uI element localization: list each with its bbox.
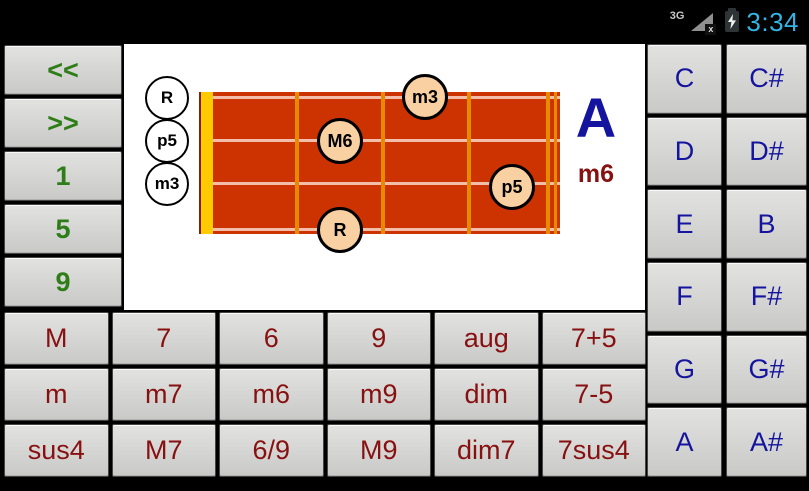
fretboard-panel <box>124 44 645 310</box>
open-string-marker-2: p5 <box>145 119 189 163</box>
type-button-7sus4[interactable]: 7sus4 <box>542 424 647 477</box>
root-button-g-sharp[interactable]: G# <box>726 335 807 405</box>
root-button-a-sharp[interactable]: A# <box>726 407 807 477</box>
root-button-f-sharp[interactable]: F# <box>726 262 807 332</box>
type-button-7plus5[interactable]: 7+5 <box>542 312 647 365</box>
type-button-7minus5[interactable]: 7-5 <box>542 368 647 421</box>
open-string-marker-3: m3 <box>145 162 189 206</box>
note-marker-p5: p5 <box>489 164 535 210</box>
root-button-g[interactable]: G <box>647 335 722 405</box>
root-button-e[interactable]: E <box>647 189 722 259</box>
status-clock: 3:34 <box>746 6 799 37</box>
type-button-maj9[interactable]: M9 <box>327 424 432 477</box>
type-button-6-9[interactable]: 6/9 <box>219 424 324 477</box>
current-chord-label <box>541 86 651 189</box>
root-button-c-sharp[interactable]: C# <box>726 44 807 114</box>
fret-wire-3 <box>467 92 471 234</box>
type-button-dim[interactable]: dim <box>434 368 539 421</box>
nut-bar <box>201 92 213 234</box>
root-button-c[interactable]: C <box>647 44 722 114</box>
chord-root-text: A <box>575 86 617 149</box>
type-button-6[interactable]: 6 <box>219 312 324 365</box>
type-button-dim7[interactable]: dim7 <box>434 424 539 477</box>
fret-1-button[interactable]: 1 <box>4 151 122 201</box>
next-position-button[interactable]: >> <box>4 98 122 148</box>
type-button-aug[interactable]: aug <box>434 312 539 365</box>
open-string-marker-1: R <box>145 76 189 120</box>
note-marker-R: R <box>317 207 363 253</box>
battery-charging-icon <box>725 11 739 32</box>
type-button-7[interactable]: 7 <box>112 312 217 365</box>
string-line-4 <box>213 228 560 231</box>
fret-wire-2 <box>381 92 385 234</box>
root-button-f[interactable]: F <box>647 262 722 332</box>
fret-9-button[interactable]: 9 <box>4 257 122 307</box>
lightning-bolt-icon <box>727 14 737 29</box>
note-marker-M6: M6 <box>317 118 363 164</box>
string-line-1 <box>213 96 560 99</box>
chord-type-text: m6 <box>577 160 615 188</box>
type-button-m7[interactable]: m7 <box>112 368 217 421</box>
root-button-a[interactable]: A <box>647 407 722 477</box>
prev-position-button[interactable]: << <box>4 45 122 95</box>
fretboard-surface <box>213 92 560 234</box>
type-button-m9[interactable]: m9 <box>327 368 432 421</box>
root-button-d[interactable]: D <box>647 117 722 187</box>
root-button-d-sharp[interactable]: D# <box>726 117 807 187</box>
string-line-2 <box>213 139 560 142</box>
network-type-label: 3G <box>669 10 685 22</box>
type-button-major[interactable]: M <box>4 312 109 365</box>
no-data-x-icon: x <box>705 24 716 35</box>
root-button-b[interactable]: B <box>726 189 807 259</box>
type-button-minor[interactable]: m <box>4 368 109 421</box>
type-button-maj7[interactable]: M7 <box>112 424 217 477</box>
chord-type-panel <box>4 312 646 477</box>
position-nav-panel <box>4 45 122 307</box>
type-button-m6[interactable]: m6 <box>219 368 324 421</box>
type-button-9[interactable]: 9 <box>327 312 432 365</box>
root-note-panel <box>647 44 807 477</box>
signal-strength-icon <box>691 11 714 33</box>
fret-wire-1 <box>295 92 299 234</box>
fret-5-button[interactable]: 5 <box>4 204 122 254</box>
status-bar <box>0 0 809 43</box>
note-marker-m3: m3 <box>402 74 448 120</box>
type-button-sus4[interactable]: sus4 <box>4 424 109 477</box>
